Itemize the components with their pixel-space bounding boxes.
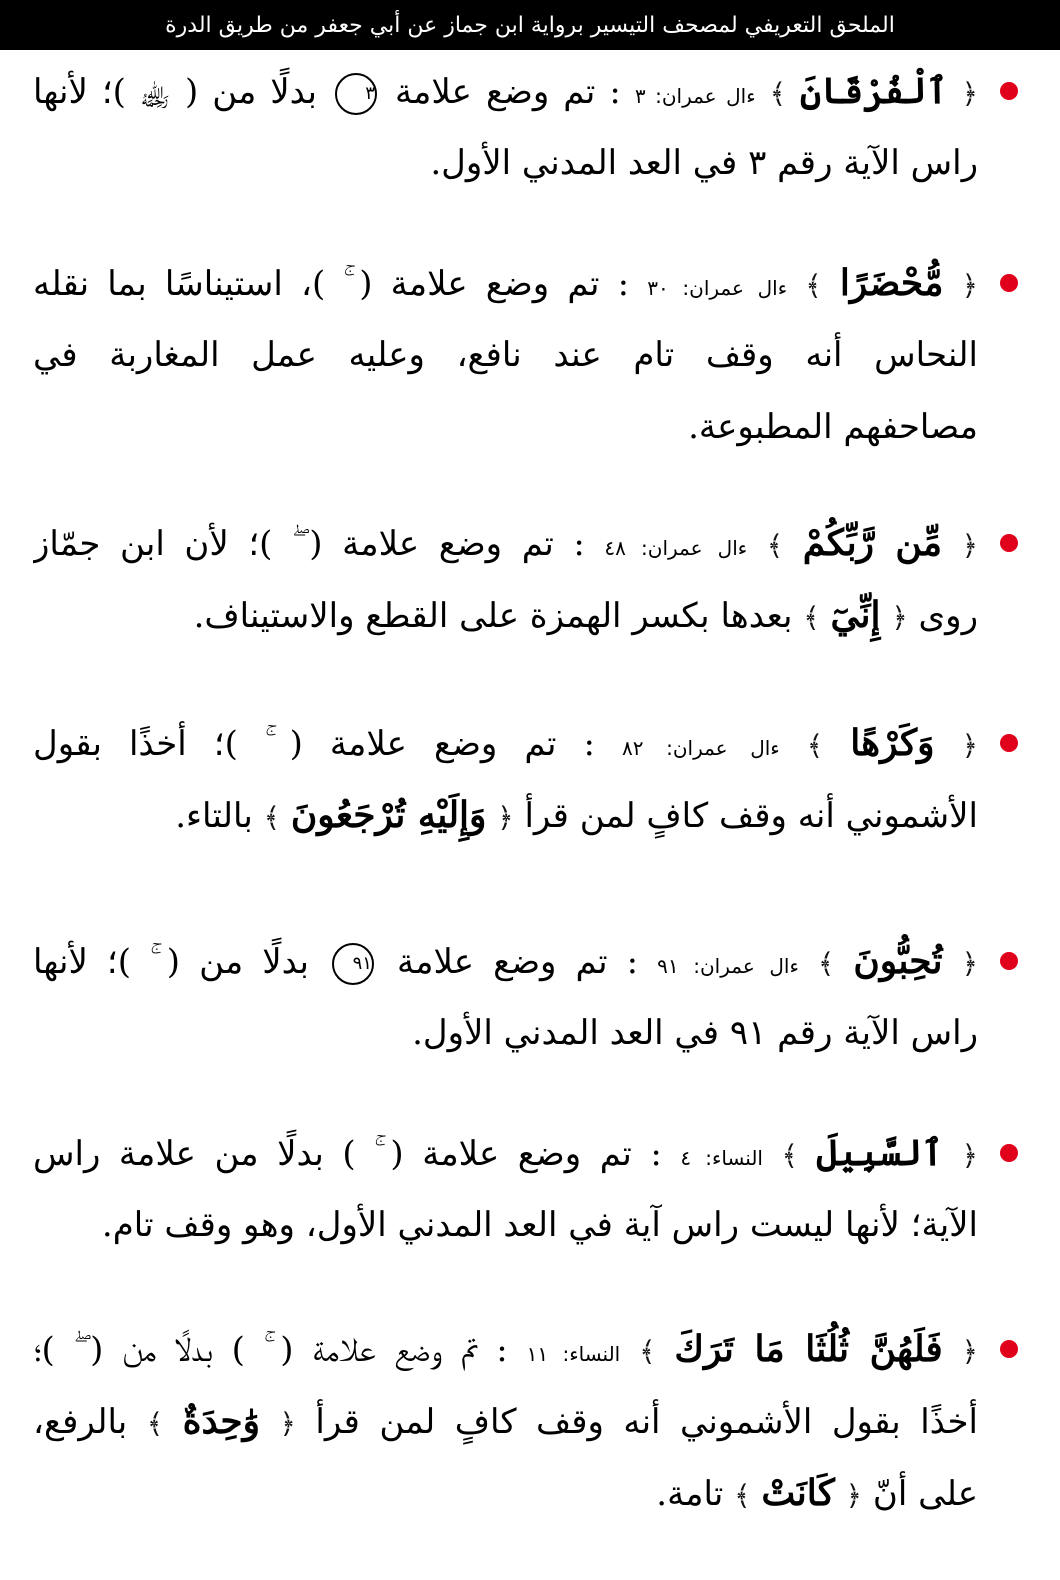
note-text: النحاس أنه وقف تام عند نافع، وعليه عمل المغاربة في	[33, 335, 978, 375]
note-text: : تم وضع علامة ( ۚ )؛ أخذًا بقول	[33, 724, 595, 764]
note-text: بدلًا من ( ﵀ )؛ لأنها	[33, 72, 317, 112]
ayah-number-mark: ٩١	[332, 943, 374, 985]
note-line	[33, 1316, 978, 1382]
page-header	[0, 0, 1060, 50]
note-text: بعدها بكسر الهمزة على القطع والاستيناف.	[193, 596, 793, 636]
ayah-number-mark: ٣	[335, 73, 377, 115]
ornate-bracket: ﴿	[961, 77, 978, 110]
note-text: الآية؛ لأنها ليست راس آية في العد المدني الأول، وهو وقف تام.	[101, 1205, 978, 1245]
note-text: بالتاء.	[175, 796, 253, 836]
note-text: : تم وضع علامة ( ۚ ) بدلًا من ( ۖ )؛	[33, 1330, 508, 1370]
note-text: : تم وضع علامة	[397, 942, 639, 982]
note-line	[33, 782, 978, 848]
ornate-bracket: ﴿	[845, 1479, 863, 1512]
note-line	[33, 1192, 978, 1258]
ornate-bracket: ﴿	[891, 601, 908, 634]
quran-word: مِّن رَّبِّكُمْ	[802, 522, 943, 564]
ornate-bracket: ﴿	[961, 529, 978, 562]
ornate-bracket: ﴾	[769, 77, 787, 110]
quran-word: وَكَرْهًا	[850, 722, 935, 764]
note-line	[33, 322, 978, 388]
note-line	[33, 394, 978, 460]
note-line	[33, 1000, 978, 1066]
note-text: الأشموني أنه وقف كافٍ لمن قرأ	[524, 796, 978, 836]
bullet-icon	[1000, 734, 1018, 752]
verse-reference: ءال عمران: ٨٢	[622, 736, 780, 760]
note-line	[33, 130, 978, 196]
bullet-icon	[1000, 274, 1018, 292]
note-line	[33, 1460, 978, 1526]
bullet-icon	[1000, 1144, 1018, 1162]
quran-word: مُّحْضَرًا	[839, 262, 944, 304]
header-title: الملحق التعريفي لمصحف التيسير برواية ابن جماز عن أبي جعفر من طريق الدرة	[165, 12, 895, 38]
note-line	[33, 1120, 978, 1186]
ornate-bracket: ﴾	[146, 1407, 164, 1440]
note-line	[33, 582, 978, 648]
quran-word: كَانَتْ	[761, 1472, 835, 1514]
quran-word: تُحِبُّونَ	[853, 940, 943, 982]
bullet-icon	[1000, 1340, 1018, 1358]
note-line	[33, 1388, 978, 1454]
quran-word: ٱلسَّبِيلَ	[816, 1132, 944, 1174]
ornate-bracket: ﴿	[497, 801, 514, 834]
verse-reference: النساء: ١١	[526, 1342, 621, 1366]
ornate-bracket: ﴾	[639, 1335, 656, 1368]
note-line	[33, 710, 978, 776]
note-line	[33, 58, 978, 124]
ornate-bracket: ﴿	[961, 1139, 978, 1172]
note-text: مصاحفهم المطبوعة.	[688, 407, 978, 447]
quran-word: إِنِّيٓ	[830, 594, 881, 636]
note-text: بالرفع،	[33, 1402, 128, 1442]
note-text: أخذًا بقول الأشموني أنه وقف كافٍ لمن قرأ	[315, 1402, 978, 1442]
note-text: راس الآية رقم ٣ في العد المدني الأول.	[430, 143, 978, 183]
ornate-bracket: ﴾	[263, 801, 281, 834]
note-text: روى	[918, 596, 978, 636]
ornate-bracket: ﴾	[805, 269, 822, 302]
ornate-bracket: ﴾	[803, 601, 820, 634]
ornate-bracket: ﴾	[734, 1479, 751, 1512]
note-text: تامة.	[656, 1474, 724, 1514]
note-line	[33, 928, 978, 994]
ornate-bracket: ﴿	[961, 1335, 978, 1368]
note-text: بدلًا من ( ۚ )؛ لأنها	[33, 942, 309, 982]
note-text: راس الآية رقم ٩١ في العد المدني الأول.	[412, 1013, 978, 1053]
quran-word: وَإِلَيْهِ تُرْجَعُونَ	[290, 794, 487, 836]
ornate-bracket: ﴿	[961, 947, 978, 980]
bullet-icon	[1000, 534, 1018, 552]
quran-word: فَلَهُنَّ ثُلُثَا مَا تَرَكَ	[674, 1328, 943, 1370]
verse-reference: ءال عمران: ٣٠	[647, 276, 788, 300]
note-text: : تم وضع علامة	[394, 72, 621, 112]
quran-word: ٱلْفُرْقَانَ	[800, 70, 948, 112]
ornate-bracket: ﴾	[817, 947, 835, 980]
note-text: على أنّ	[872, 1474, 978, 1514]
note-text: : تم وضع علامة ( ۚ ) بدلًا من علامة راس	[33, 1134, 662, 1174]
verse-reference: ءال عمران: ٣	[634, 84, 756, 108]
ornate-bracket: ﴾	[806, 729, 824, 762]
bullet-icon	[1000, 82, 1018, 100]
ornate-bracket: ﴾	[766, 529, 784, 562]
ornate-bracket: ﴿	[961, 729, 978, 762]
note-text: : تم وضع علامة ( ۚ )، استيناسًا بما نقله	[33, 264, 630, 304]
note-line	[33, 250, 978, 316]
ornate-bracket: ﴾	[781, 1139, 798, 1172]
verse-reference: ءال عمران: ٤٨	[604, 536, 748, 560]
ornate-bracket: ﴿	[961, 269, 978, 302]
ornate-bracket: ﴿	[279, 1407, 296, 1440]
verse-reference: النساء: ٤	[680, 1146, 763, 1170]
bullet-icon	[1000, 952, 1018, 970]
verse-reference: ءال عمران: ٩١	[657, 954, 799, 978]
note-text: : تم وضع علامة ( ۖ )؛ لأن ابن جمّاز	[33, 524, 585, 564]
quran-word: وَٰحِدَةٌ	[182, 1400, 261, 1442]
note-line	[33, 510, 978, 576]
